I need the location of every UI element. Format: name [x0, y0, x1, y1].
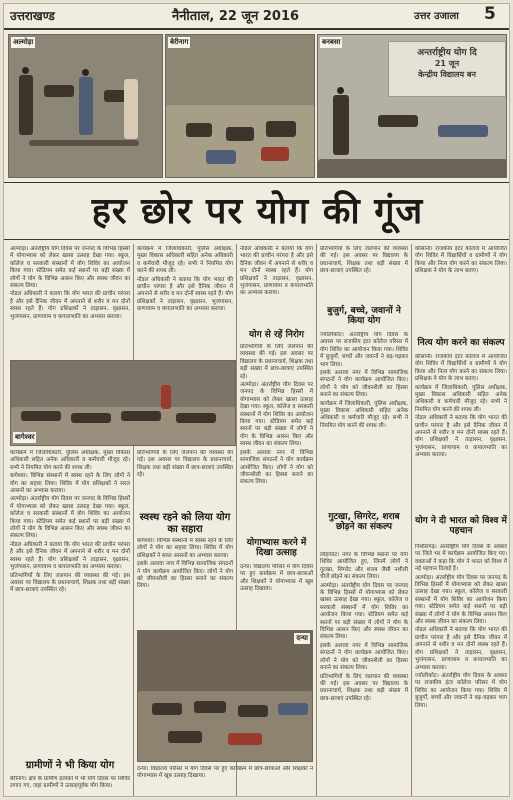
subhead: बुजुर्ग, बच्चे, जवानों ने किया योग — [327, 306, 401, 327]
article-column — [137, 246, 233, 356]
article-text: इसके अलावा नगर में विभिन्न सामाजिक संगठनों ने योग कार्यक्रम आयोजित किए। लोगों ने योग को जीवनशैली का हिस्सा बनाने का संकल्प लिया। — [240, 449, 313, 486]
article-text: नोडल अधिकारी ने बताया कि योग भारत की प्राचीन परंपरा है और इसे दैनिक जीवन में अपनाने से शरीर व मन दोनों स्वस्थ रहते हैं। योग प्रशिक्षकों ने ताड़ासन, वृक्षासन, भुजंगासन, प्राणायाम व कपालभाति का अभ्यास कराया। — [240, 246, 313, 297]
masthead — [4, 4, 510, 30]
article-text: अल्मोड़ा। अंतर्राष्ट्रीय योग दिवस पर जनपद के विभिन्न हिस्सों में योगाभ्यास को लेकर खासा उत्साह देखा गया। स्कूल, कॉलेज व सरकारी संस्थानों में योग शिविर का आयोजन किया गया। स्टेडियम समेत कई स्थानों पर बड़ी संख्या में लोगों ने योग के विभिन्न आसन किए और स्वस्थ जीवन का संकल्प लिया। — [10, 496, 130, 540]
photo-berinag — [165, 34, 315, 178]
photo-danya — [137, 630, 313, 762]
photo-label: अल्मोड़ा — [13, 38, 34, 46]
photo-label: बागेश्वर — [15, 433, 35, 441]
article-text: दन्या। विद्यालय परिसर में योग दिवस पर हुए कार्यक्रम में छात्र-छात्राओं और शिक्षकों ने योगाभ्यास में खूब उत्साह दिखाया। — [137, 766, 313, 780]
article-column — [415, 246, 507, 336]
edition-date: नैनीताल, 22 जून 2016 — [172, 9, 300, 24]
article-text: नोडल अधिकारी ने बताया कि योग भारत की प्राचीन परंपरा है और इसे दैनिक जीवन में अपनाने से शरीर व मन दोनों स्वस्थ रहते हैं। योग प्रशिक्षकों ने ताड़ासन, वृक्षासन, भुजंगासन, प्राणायाम व कपालभाति का अभ्यास कराया। — [10, 291, 130, 320]
yoga-day-banner — [388, 41, 506, 97]
banner-line: 21 जून — [434, 59, 460, 68]
article-text: प्रतिभागियों के लिए जलपान की व्यवस्था की गई। इस अवसर पर विद्यालय के प्रधानाचार्य, शिक्षक तथा बड़ी संख्या में छात्र-छात्राएं उपस्थित रहे। — [240, 344, 313, 380]
article-text: अल्मोड़ा। अंतर्राष्ट्रीय योग दिवस पर जनपद के विभिन्न हिस्सों में योगाभ्यास को लेकर खासा उत्साह देखा गया। स्कूल, कॉलेज व सरकारी संस्थानों में योग शिविर का आयोजन किया गया। स्टेडियम समेत कई स्थानों पर बड़ी संख्या में लोगों ने योग के विभिन्न आसन किए और स्वस्थ जीवन का संकल्प लिया। — [240, 382, 313, 448]
article-text: इसके अलावा नगर में विभिन्न सामाजिक संगठनों ने योग कार्यक्रम आयोजित किए। लोगों ने योग को जीवनशैली का हिस्सा बनाने का संकल्प लिया। — [320, 642, 408, 672]
subhead: योग से रहें निरोग — [249, 330, 304, 340]
article-text: कार्यक्रम में जिलाधिकारी, पुलिस अधीक्षक, मुख्य विकास अधिकारी सहित अनेक अधिकारी व कर्मचारी मौजूद रहे। सभी ने नियमित योग करने की शपथ ली। — [10, 450, 130, 471]
article-column — [240, 564, 313, 628]
article-text: दन्या। विद्यालय परिसर में योग दिवस पर हुए कार्यक्रम में छात्र-छात्राओं और शिक्षकों ने योगाभ्यास में खूब उत्साह दिखाया। — [240, 564, 313, 593]
article-text: कार्यक्रम में जिलाधिकारी, पुलिस अधीक्षक, मुख्य विकास अधिकारी सहित अनेक अधिकारी व कर्मचारी मौजूद रहे। सभी ने नियमित योग करने की शपथ ली। — [320, 400, 408, 429]
banner-line: केन्द्रीय विद्यालय बन — [418, 70, 476, 79]
publication-name: उत्तर उजाला — [414, 11, 459, 22]
article-text: नोडल अधिकारी ने बताया कि योग भारत की प्राचीन परंपरा है और इसे दैनिक जीवन में अपनाने से शरीर व मन दोनों स्वस्थ रहते हैं। योग प्रशिक्षकों ने ताड़ासन, वृक्षासन, भुजंगासन, प्राणायाम व कपालभाति का अभ्यास कराया। — [415, 415, 507, 459]
photo-label: बनबसा — [322, 38, 341, 46]
subhead: ग्रामीणों ने भी किया योग — [25, 760, 115, 771]
article-column — [415, 544, 507, 796]
article-column — [320, 552, 408, 796]
article-text: अल्मोड़ा। अंतर्राष्ट्रीय योग दिवस पर जनपद के विभिन्न हिस्सों में योगाभ्यास को लेकर खासा उत्साह देखा गया। स्कूल, कॉलेज व सरकारी संस्थानों में योग शिविर का आयोजन किया गया। स्टेडियम समेत कई स्थानों पर बड़ी संख्या में लोगों ने योग के विभिन्न आसन किए और स्वस्थ जीवन का संकल्प लिया। — [10, 246, 130, 290]
newspaper-page — [3, 3, 510, 797]
article-column — [137, 766, 313, 796]
photo-bageshwar — [10, 360, 236, 446]
article-text: प्रतिभागियों के लिए जलपान की व्यवस्था की गई। इस अवसर पर विद्यालय के प्रधानाचार्य, शिक्षक तथा बड़ी संख्या में छात्र-छात्राएं उपस्थित रहे। — [137, 450, 233, 479]
article-text: नोडल अधिकारी ने बताया कि योग भारत की प्राचीन परंपरा है और इसे दैनिक जीवन में अपनाने से शरीर व मन दोनों स्वस्थ रहते हैं। योग प्रशिक्षकों ने ताड़ासन, वृक्षासन, भुजंगासन, प्राणायाम व कपालभाति का अभ्यास कराया। — [415, 627, 507, 671]
subhead: गुटखा, सिगरेट, शराब छोड़ने का संकल्प — [328, 512, 400, 533]
subhead: नित्य योग करने का संकल्प — [417, 338, 505, 348]
article-text: इसके अलावा नगर में विभिन्न सामाजिक संगठनों ने योग कार्यक्रम आयोजित किए। लोगों ने योग को जीवनशैली का हिस्सा बनाने का संकल्प लिया। — [320, 370, 408, 399]
article-text: कौसानी। राजकीय इंटर कॉलेज में आयोजित योग शिविर में विद्यार्थियों व ग्रामीणों ने योग किया और नित्य योग करने का संकल्प लिया। प्रशिक्षक ने योग के लाभ बताए। — [415, 354, 507, 383]
photo-almora — [8, 34, 163, 178]
article-text: नोडल अधिकारी ने बताया कि योग भारत की प्राचीन परंपरा है और इसे दैनिक जीवन में अपनाने से शरीर व मन दोनों स्वस्थ रहते हैं। योग प्रशिक्षकों ने ताड़ासन, वृक्षासन, भुजंगासन, प्राणायाम व कपालभाति का अभ्यास कराया। — [10, 541, 130, 571]
photo-banbasa — [317, 34, 507, 178]
page-number: 5 — [484, 4, 496, 24]
section-name: उत्तराखण्ड — [10, 9, 55, 23]
article-column — [240, 344, 313, 534]
article-text: लोहाघाट। नगर के विभिन्न स्थानों पर योग शिविर आयोजित हुए, जिनमें लोगों ने गुटखा, सिगरेट और शराब जैसी नशीली चीजें छोड़ने का संकल्प लिया। — [320, 552, 408, 581]
article-text: बागेश्वर। विभिन्न संस्थानों में स्वस्थ रहने के लिए लोगों ने योग का सहारा लिया। शिविर में योग प्रशिक्षकों ने सरल आसनों का अभ्यास कराया। — [10, 473, 130, 495]
article-column — [320, 332, 408, 510]
photo-label: दन्या — [296, 634, 308, 642]
article-column — [137, 538, 233, 624]
article-text: प्रतिभागियों के लिए जलपान की व्यवस्था की गई। इस अवसर पर विद्यालय के प्रधानाचार्य, शिक्षक तथा बड़ी संख्या में छात्र-छात्राएं उपस्थित रहे। — [320, 246, 408, 275]
article-text: नोडल अधिकारी ने बताया कि योग भारत की प्राचीन परंपरा है और इसे दैनिक जीवन में अपनाने से शरीर व मन दोनों स्वस्थ रहते हैं। योग प्रशिक्षकों ने ताड़ासन, वृक्षासन, भुजंगासन, प्राणायाम व कपालभाति का अभ्यास कराया। — [137, 276, 233, 313]
article-column — [10, 776, 130, 796]
subhead: स्वस्थ रहने को लिया योग का सहारा — [139, 512, 231, 535]
article-column — [10, 450, 130, 755]
article-column — [10, 246, 130, 356]
article-text: ज्योलीकोट। अंतर्राष्ट्रीय योग दिवस के अवसर पर राजकीय इंटर कॉलेज परिसर में योग शिविर का आयोजन किया गया। शिविर में बुजुर्गों, बच्चों और जवानों ने बढ़-चढ़कर भाग लिया। — [320, 332, 408, 368]
article-text: बेरीनाग। क्षेत्र के ग्रामीण इलाकों में भी योग दिवस पर शिविर लगाए गए, जहां ग्रामीणों ने उत्साहपूर्वक योग किया। — [10, 776, 130, 790]
article-text: अल्मोड़ा। अंतर्राष्ट्रीय योग दिवस पर जनपद के विभिन्न हिस्सों में योगाभ्यास को लेकर खासा उत्साह देखा गया। स्कूल, कॉलेज व सरकारी संस्थानों में योग शिविर का आयोजन किया गया। स्टेडियम समेत कई स्थानों पर बड़ी संख्या में लोगों ने योग के विभिन्न आसन किए और स्वस्थ जीवन का संकल्प लिया। — [320, 582, 408, 641]
article-text: कौसानी। राजकीय इंटर कॉलेज में आयोजित योग शिविर में विद्यार्थियों व ग्रामीणों ने योग किया और नित्य योग करने का संकल्प लिया। प्रशिक्षक ने योग के लाभ बताए। — [415, 246, 507, 275]
article-text: कार्यक्रम में जिलाधिकारी, पुलिस अधीक्षक, मुख्य विकास अधिकारी सहित अनेक अधिकारी व कर्मचारी मौजूद रहे। सभी ने नियमित योग करने की शपथ ली। — [137, 246, 233, 275]
article-text: प्रतिभागियों के लिए जलपान की व्यवस्था की गई। इस अवसर पर विद्यालय के प्रधानाचार्य, शिक्षक तथा बड़ी संख्या में छात्र-छात्राएं उपस्थित रहे। — [320, 673, 408, 702]
article-column — [415, 354, 507, 514]
article-text: अल्मोड़ा। अंतर्राष्ट्रीय योग दिवस पर जनपद के विभिन्न हिस्सों में योगाभ्यास को लेकर खासा उत्साह देखा गया। स्कूल, कॉलेज व सरकारी संस्थानों में योग शिविर का आयोजन किया गया। स्टेडियम समेत कई स्थानों पर बड़ी संख्या में लोगों ने योग के विभिन्न आसन किए और स्वस्थ जीवन का संकल्प लिया। — [415, 574, 507, 626]
article-text: कार्यक्रम में जिलाधिकारी, पुलिस अधीक्षक, मुख्य विकास अधिकारी सहित अनेक अधिकारी व कर्मचारी मौजूद रहे। सभी ने नियमित योग करने की शपथ ली। — [415, 384, 507, 413]
article-column — [137, 450, 233, 508]
subhead: योगाभ्यास करने में दिखा उत्साह — [246, 538, 307, 559]
article-text: इसके अलावा नगर में विभिन्न सामाजिक संगठनों ने योग कार्यक्रम आयोजित किए। लोगों ने योग को जीवनशैली का हिस्सा बनाने का संकल्प लिया। — [137, 561, 233, 590]
main-headline: हर छोर पर योग की गूंज — [4, 182, 510, 240]
article-text: प्रतिभागियों के लिए जलपान की व्यवस्था की गई। इस अवसर पर विद्यालय के प्रधानाचार्य, शिक्षक तथा बड़ी संख्या में छात्र-छात्राएं उपस्थित रहे। — [10, 572, 130, 594]
banner-line: अन्तर्राष्ट्रीय योग दि — [417, 48, 477, 58]
article-column — [240, 246, 313, 330]
subhead: योग ने दी भारत को विश्व में पहचान — [415, 516, 507, 537]
article-text: ज्योलीकोट। अंतर्राष्ट्रीय योग दिवस के अवसर पर राजकीय इंटर कॉलेज परिसर में योग शिविर का आयोजन किया गया। शिविर में बुजुर्गों, बच्चों और जवानों ने बढ़-चढ़कर भाग लिया। — [415, 672, 507, 709]
photo-label: बेरीनाग — [170, 38, 189, 46]
article-text: पिथौरागढ़। अंतर्राष्ट्रीय योग दिवस के अवसर पर जिले भर में कार्यक्रम आयोजित किए गए। वक्ताओं ने कहा कि योग ने भारत को विश्व में नई पहचान दिलाई है। — [415, 544, 507, 573]
article-column — [320, 246, 408, 304]
article-text: बागेश्वर। विभिन्न संस्थानों में स्वस्थ रहने के लिए लोगों ने योग का सहारा लिया। शिविर में योग प्रशिक्षकों ने सरल आसनों का अभ्यास कराया। — [137, 538, 233, 559]
